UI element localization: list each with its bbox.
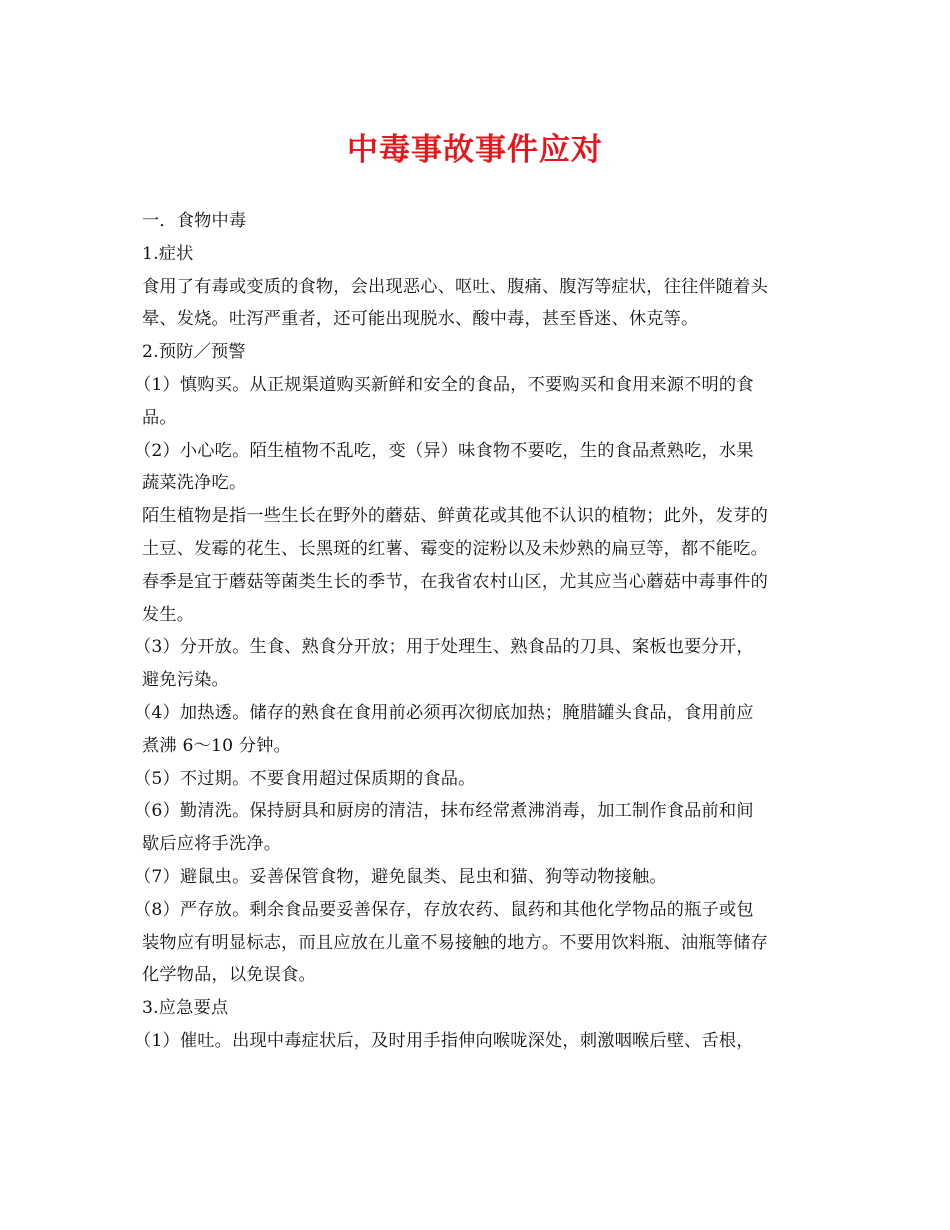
list-item-line: （4）加热透。储存的熟食在食用前必须再次彻底加热；腌腊罐头食品，食用前应 xyxy=(134,702,754,723)
paragraph-line: 化学物品，以免误食。 xyxy=(142,965,316,986)
paragraph-line: 煮沸 6～10 分钟。 xyxy=(142,735,292,756)
subsection-heading: 2.预防／预警 xyxy=(142,342,246,363)
paragraph-line: 发生。 xyxy=(142,604,195,625)
document-title: 中毒事故事件应对 xyxy=(347,132,603,168)
list-item-line: （5）不过期。不要食用超过保质期的食品。 xyxy=(134,768,476,789)
document-body xyxy=(134,205,814,1058)
list-item-line: （1）慎购买。从正规渠道购买新鲜和安全的食品，不要购买和食用来源不明的食 xyxy=(134,374,754,395)
paragraph-line: 歇后应将手洗净。 xyxy=(142,834,282,855)
subsection-heading: 3.应急要点 xyxy=(142,998,229,1019)
list-item-line: （7）避鼠虫。妥善保管食物，避免鼠类、昆虫和猫、狗等动物接触。 xyxy=(134,866,667,887)
paragraph-line: 陌生植物是指一些生长在野外的蘑菇、鲜黄花或其他不认识的植物；此外，发芽的 xyxy=(142,506,768,527)
list-item-line: （2）小心吃。陌生植物不乱吃，变（异）味食物不要吃，生的食品煮熟吃，水果 xyxy=(134,440,754,461)
section-heading: 一．食物中毒 xyxy=(142,211,247,231)
list-item-line: （3）分开放。生食、熟食分开放；用于处理生、熟食品的刀具、案板也要分开， xyxy=(134,637,754,658)
paragraph-line: 土豆、发霉的花生、长黑斑的红薯、霉变的淀粉以及未炒熟的扁豆等，都不能吃。 xyxy=(142,538,768,559)
list-item-line: （8）严存放。剩余食品要妥善保存，存放农药、鼠药和其他化学物品的瓶子或包 xyxy=(134,899,754,920)
paragraph-line: 晕、发烧。吐泻严重者，还可能出现脱水、酸中毒，甚至昏迷、休克等。 xyxy=(142,309,699,330)
paragraph-line: 食用了有毒或变质的食物，会出现恶心、呕吐、腹痛、腹泻等症状，往往伴随着头 xyxy=(142,276,768,297)
paragraph-line: 装物应有明显标志，而且应放在儿童不易接触的地方。不要用饮料瓶、油瓶等储存 xyxy=(142,932,768,953)
list-item-line: （6）勤清洗。保持厨具和厨房的清洁，抹布经常煮沸消毒，加工制作食品前和间 xyxy=(134,801,754,822)
list-item-line: （1）催吐。出现中毒症状后，及时用手指伸向喉咙深处，刺激咽喉后壁、舌根， xyxy=(134,1030,754,1051)
paragraph-line: 品。 xyxy=(142,407,177,428)
paragraph-line: 避免污染。 xyxy=(142,670,229,691)
paragraph-line: 春季是宜于蘑菇等菌类生长的季节，在我省农村山区，尤其应当心蘑菇中毒事件的 xyxy=(142,571,768,592)
subsection-heading: 1.症状 xyxy=(142,243,194,264)
paragraph-line: 蔬菜洗净吃。 xyxy=(142,473,247,494)
